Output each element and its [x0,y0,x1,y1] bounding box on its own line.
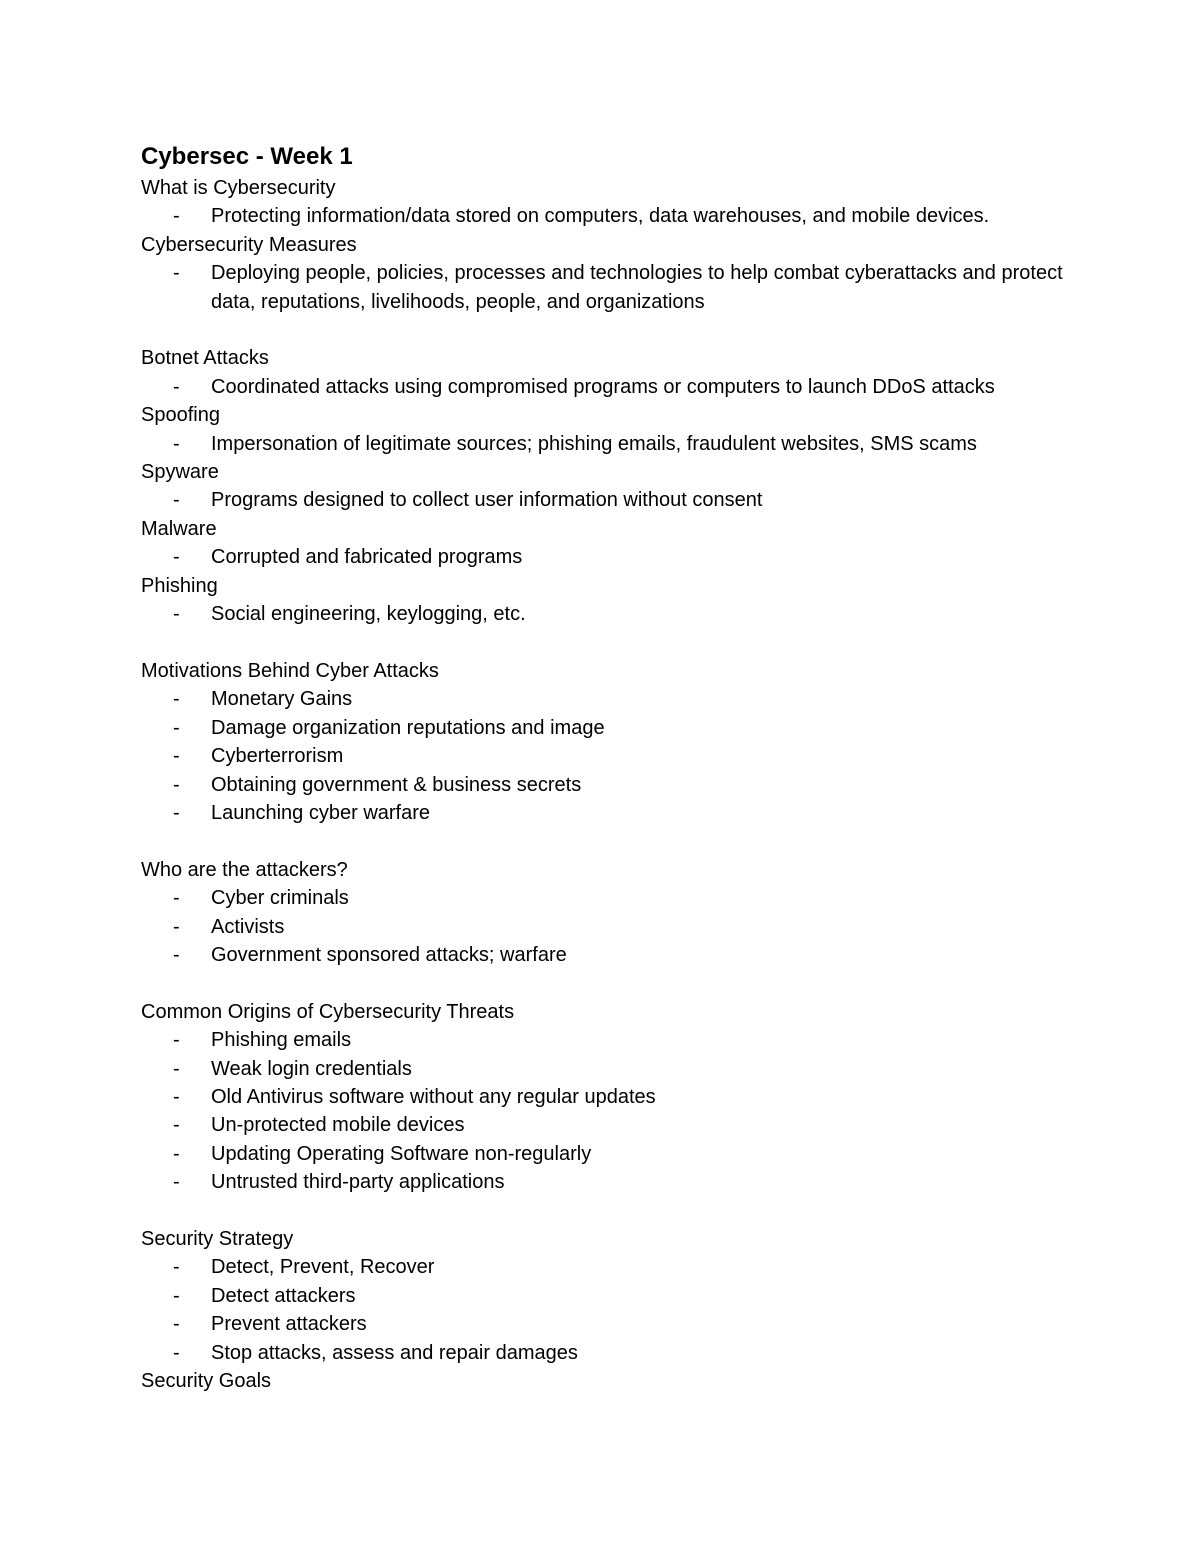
list-item-text: Protecting information/data stored on computers, data warehouses, and mobile devices. [211,205,990,228]
list-item [141,543,1101,571]
list-item [141,259,1101,316]
list-item [141,1026,1101,1054]
document-title: Cybersec - Week 1 [141,143,353,170]
bullet-list [141,1253,1101,1367]
section-heading: Phishing [141,574,218,597]
dash-bullet-icon: - [173,1256,180,1279]
dash-bullet-icon: - [173,1029,180,1052]
bullet-list [141,430,1101,458]
blank-line [141,628,1101,656]
list-item [141,771,1101,799]
blank-line [141,969,1101,997]
blank-line [141,1197,1101,1225]
list-item [141,1310,1101,1338]
list-item-text: Impersonation of legitimate sources; phishing emails, fraudulent websites, SMS scams [211,432,977,455]
list-item [141,913,1101,941]
list-item [141,685,1101,713]
document-page [141,140,1101,1395]
list-item-text: Programs designed to collect user information without consent [211,489,763,512]
bullet-list [141,1026,1101,1196]
list-item-text: Activists [211,915,285,938]
list-item-text: Prevent attackers [211,1313,367,1336]
dash-bullet-icon: - [173,943,180,966]
bullet-list [141,884,1101,969]
dash-bullet-icon: - [173,1114,180,1137]
list-item [141,1055,1101,1083]
dash-bullet-icon: - [173,489,180,512]
bullet-list [141,543,1101,571]
list-item-text: Monetary Gains [211,688,353,711]
list-item-text: Launching cyber warfare [211,801,431,824]
list-item [141,1339,1101,1367]
list-item-text: Deploying people, policies, processes and technologies to help combat cyberattacks and protect data, reputations, livelihoods, people, and organizations [211,262,1063,313]
list-item-text: Government sponsored attacks; warfare [211,943,567,966]
list-item [141,1168,1101,1196]
list-item [141,884,1101,912]
list-item [141,1083,1101,1111]
list-item-text: Damage organization reputations and image [211,716,605,739]
blank-line [141,316,1101,344]
dash-bullet-icon: - [173,1085,180,1108]
dash-bullet-icon: - [173,887,180,910]
dash-bullet-icon: - [173,688,180,711]
dash-bullet-icon: - [173,1313,180,1336]
list-item [141,373,1101,401]
dash-bullet-icon: - [173,262,180,285]
section-heading: Spyware [141,461,219,484]
bullet-list [141,259,1101,316]
list-item-text: Social engineering, keylogging, etc. [211,603,526,626]
section-heading: Security Strategy [141,1227,294,1250]
list-item-text: Old Antivirus software without any regular updates [211,1085,656,1108]
section-heading: What is Cybersecurity [141,177,336,199]
list-item [141,1282,1101,1310]
blank-line [141,827,1101,855]
bullet-list [141,600,1101,628]
section-heading: Botnet Attacks [141,347,269,370]
list-item [141,430,1101,458]
list-item-text: Weak login credentials [211,1057,412,1080]
list-item-text: Detect attackers [211,1284,356,1307]
list-item-text: Untrusted third-party applications [211,1171,505,1194]
dash-bullet-icon: - [173,1142,180,1165]
section-heading: Who are the attackers? [141,858,348,881]
dash-bullet-icon: - [173,546,180,569]
section-heading: Cybersecurity Measures [141,233,357,256]
list-item [141,486,1101,514]
bullet-list [141,202,1101,230]
section-heading: Malware [141,517,217,540]
dash-bullet-icon: - [173,915,180,938]
list-item [141,202,1101,230]
bullet-list [141,685,1101,827]
dash-bullet-icon: - [173,205,180,228]
list-item-text: Detect, Prevent, Recover [211,1256,435,1279]
list-item [141,742,1101,770]
dash-bullet-icon: - [173,375,180,398]
dash-bullet-icon: - [173,1057,180,1080]
document-content [141,174,1101,1395]
dash-bullet-icon: - [173,1341,180,1364]
section-heading: Motivations Behind Cyber Attacks [141,659,439,682]
list-item [141,714,1101,742]
list-item-text: Updating Operating Software non-regularly [211,1142,592,1165]
list-item-text: Cyberterrorism [211,745,344,768]
list-item [141,1253,1101,1281]
list-item [141,941,1101,969]
dash-bullet-icon: - [173,745,180,768]
bullet-list [141,373,1101,401]
list-item [141,600,1101,628]
dash-bullet-icon: - [173,432,180,455]
dash-bullet-icon: - [173,716,180,739]
list-item-text: Un-protected mobile devices [211,1114,465,1137]
section-heading: Security Goals [141,1369,272,1392]
list-item [141,1140,1101,1168]
list-item [141,1111,1101,1139]
list-item-text: Stop attacks, assess and repair damages [211,1341,578,1364]
list-item-text: Phishing emails [211,1029,352,1052]
section-heading: Common Origins of Cybersecurity Threats [141,1000,515,1023]
list-item-text: Cyber criminals [211,887,349,910]
list-item-text: Corrupted and fabricated programs [211,546,523,569]
list-item-text: Obtaining government & business secrets [211,773,582,796]
dash-bullet-icon: - [173,603,180,626]
dash-bullet-icon: - [173,773,180,796]
list-item-text: Coordinated attacks using compromised programs or computers to launch DDoS attacks [211,375,995,398]
bullet-list [141,486,1101,514]
dash-bullet-icon: - [173,801,180,824]
dash-bullet-icon: - [173,1171,180,1194]
section-heading: Spoofing [141,404,220,427]
list-item [141,799,1101,827]
dash-bullet-icon: - [173,1284,180,1307]
